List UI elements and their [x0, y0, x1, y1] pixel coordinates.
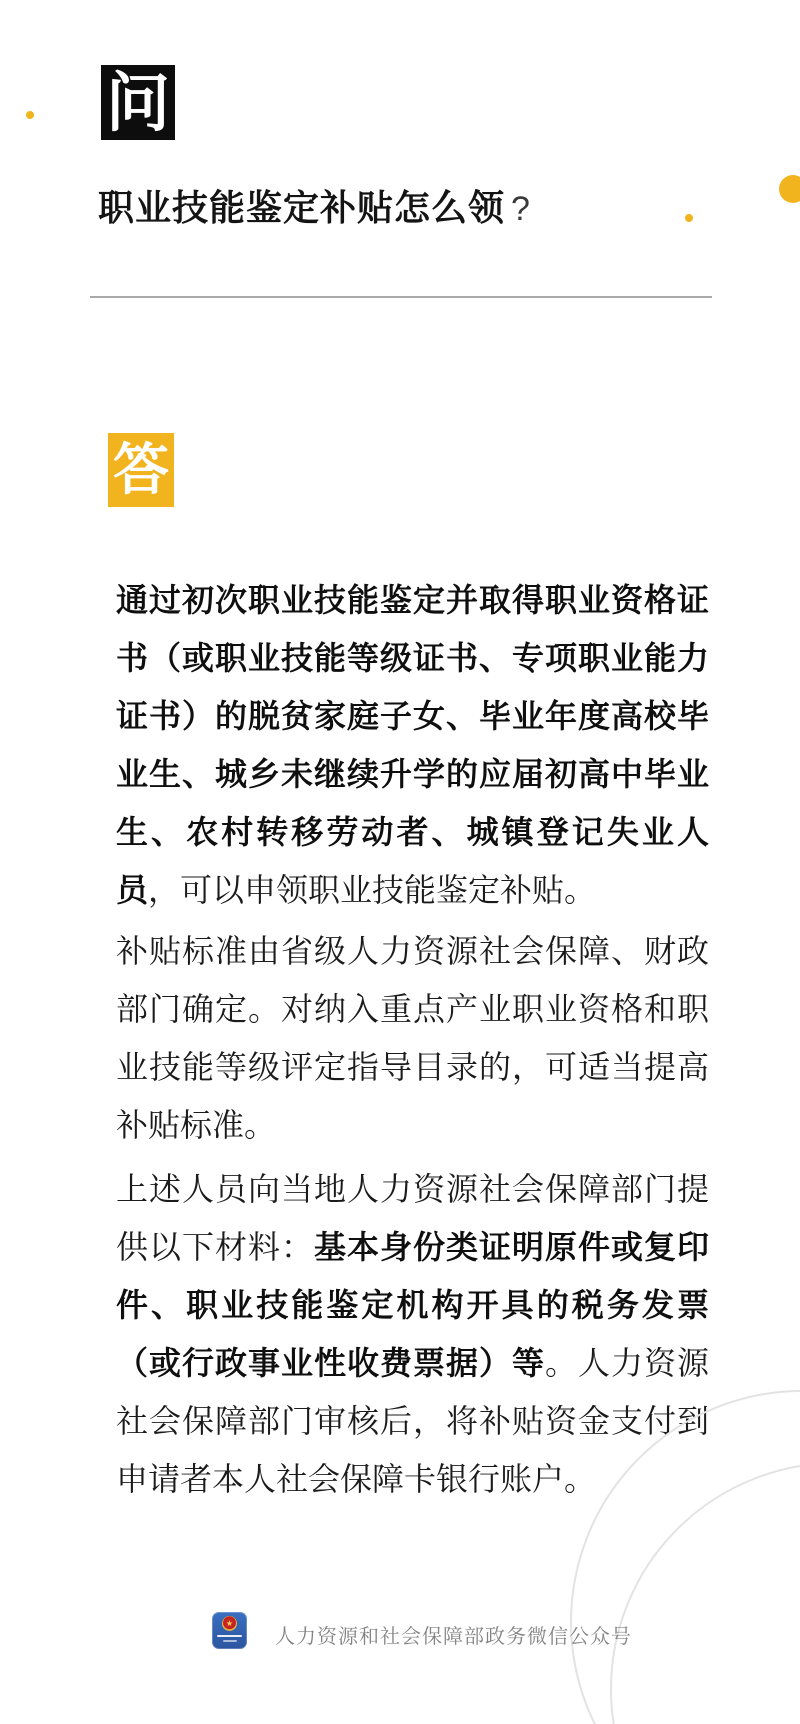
materials-bold-segment: 基本身份类证明原件或复印件、职业技能鉴定机构开具的税务发票（或行政事业性收费票据）等 — [116, 1229, 709, 1381]
eligibility-regular-segment: ，可以申领职业技能鉴定补贴。 — [148, 872, 597, 908]
question-glyph-char: 问 — [106, 66, 170, 139]
answer-glyph-char: 答 — [113, 438, 169, 501]
icon-text-bar-small — [223, 1640, 237, 1642]
page-title — [98, 180, 718, 231]
footer-account-name: 人力资源和社会保障部政务微信公众号 — [275, 1626, 632, 1648]
eligibility-bold-segment: 通过初次职业技能鉴定并取得职业资格证书（或职业技能等级证书、专项职业能力证书）的脱贫家庭子女、毕业年度高校毕业生、城乡未继续升学的应届初高中毕业生、农村转移劳动者、城镇登记失业人员 — [116, 582, 709, 908]
emblem-star-icon: ★ — [225, 1618, 234, 1628]
page-title-question-mark: ? — [511, 190, 531, 228]
answer-body — [116, 571, 709, 1508]
paragraph-subsidy-standard: 补贴标准由省级人力资源社会保障、财政部门确定。对纳入重点产业职业资格和职业技能等级评定指导目录的，可适当提高补贴标准。 — [116, 933, 709, 1143]
mohrss-app-icon — [212, 1612, 247, 1649]
question-glyph — [101, 65, 175, 140]
page-title-text: 职业技能鉴定补贴怎么领 — [98, 187, 506, 228]
answer-glyph — [108, 433, 174, 507]
yellow-dot-top-left — [26, 111, 34, 119]
national-emblem-icon — [222, 1616, 237, 1631]
yellow-corner-circle — [779, 175, 800, 203]
paragraph-eligibility — [116, 571, 709, 919]
divider-line — [90, 296, 712, 298]
icon-text-bar — [217, 1635, 242, 1637]
materials-lead-segment: 上述人员向当地人力资源社会保障部门提供以下材料： — [116, 1171, 709, 1265]
materials-tail-segment: 。人力资源社会保障部门审核后，将补贴资金支付到申请者本人社会保障卡银行账户。 — [116, 1345, 709, 1497]
paragraph-materials — [116, 1160, 709, 1508]
